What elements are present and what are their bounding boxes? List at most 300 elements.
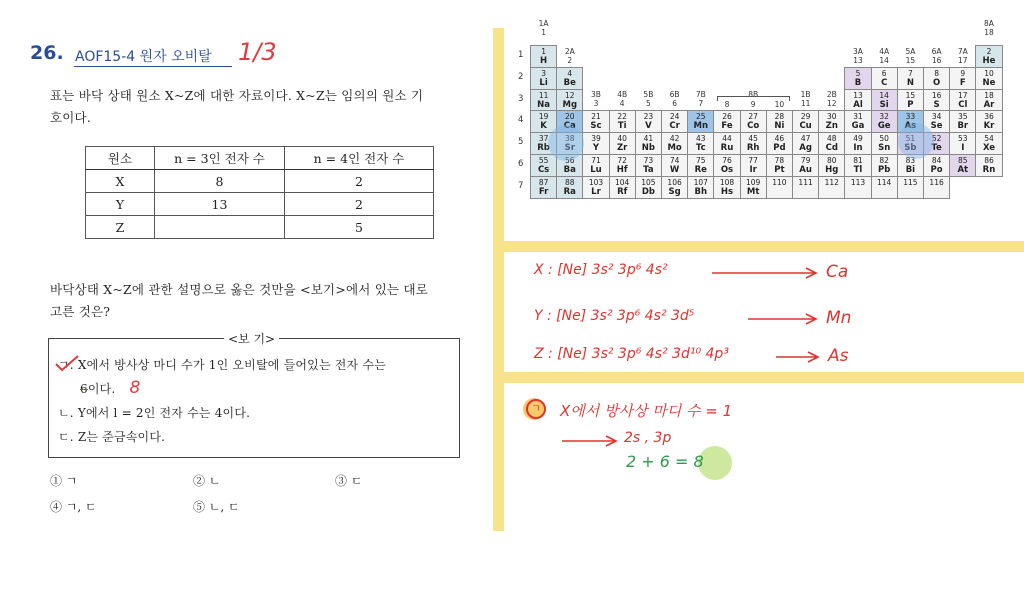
atomic-number: 111 bbox=[798, 177, 813, 187]
highlight-circle-ca bbox=[548, 125, 584, 161]
element-cell bbox=[818, 154, 845, 177]
table-cell: 8 bbox=[155, 170, 285, 193]
element-symbol: At bbox=[957, 165, 969, 175]
atomic-number: 33 bbox=[905, 112, 916, 122]
element-cell bbox=[871, 89, 898, 112]
atomic-number: 45 bbox=[748, 134, 758, 144]
period-label: 6 bbox=[518, 159, 524, 169]
element-symbol: Ba bbox=[563, 165, 576, 175]
statement: X에서 방사상 마디 수 = 1 bbox=[560, 402, 733, 420]
element-cell bbox=[530, 67, 557, 90]
atomic-number: 83 bbox=[905, 156, 916, 165]
group-label: 6A 16 bbox=[931, 46, 942, 65]
element-cell bbox=[818, 110, 845, 133]
element-symbol: Cr bbox=[669, 121, 680, 132]
atomic-number: 80 bbox=[827, 156, 837, 165]
period-label: 7 bbox=[518, 180, 524, 191]
table-cell: Y bbox=[86, 193, 155, 216]
atomic-number: 23 bbox=[643, 112, 654, 122]
element-symbol: Pt bbox=[774, 165, 785, 175]
element-symbol: Ca bbox=[563, 121, 576, 132]
element-cell bbox=[818, 132, 845, 155]
bogi-title: <보 기> bbox=[224, 330, 279, 347]
atomic-number: 8 bbox=[934, 68, 939, 78]
atomic-number: 9 bbox=[960, 68, 966, 78]
element-symbol: Ti bbox=[617, 121, 627, 132]
element-cell bbox=[949, 110, 976, 133]
element-symbol: Na bbox=[537, 99, 551, 110]
atomic-number: 76 bbox=[722, 156, 732, 165]
element-symbol: N bbox=[906, 77, 914, 88]
choice-5[interactable]: ⑤ ㄴ, ㄷ bbox=[193, 500, 240, 514]
element-symbol: Hs bbox=[720, 186, 734, 197]
element-cell bbox=[740, 176, 767, 199]
element-cell bbox=[975, 67, 1002, 90]
element-cell bbox=[635, 176, 662, 199]
group-8b-number: 8 bbox=[724, 100, 730, 110]
element-symbol: Ta bbox=[643, 165, 654, 175]
atomic-number: 38 bbox=[565, 134, 575, 144]
atomic-number: 81 bbox=[853, 156, 863, 165]
table-header: n = 3인 전자 수 bbox=[155, 147, 285, 170]
element-symbol: He bbox=[982, 56, 996, 66]
element-symbol: Si bbox=[879, 99, 889, 110]
element-symbol: Y bbox=[592, 143, 600, 154]
handwritten-answer: 8 bbox=[129, 378, 141, 398]
element-symbol: Lr bbox=[591, 186, 601, 197]
atomic-number: 112 bbox=[824, 177, 839, 187]
divider-middle bbox=[504, 372, 1024, 383]
element-cell bbox=[530, 45, 557, 68]
atomic-number: 7 bbox=[908, 68, 913, 78]
element-symbol: C bbox=[881, 77, 888, 88]
periodic-table bbox=[0, 0, 1024, 240]
element-symbol: Mt bbox=[746, 186, 760, 197]
atomic-number: 75 bbox=[696, 156, 706, 165]
element-cell bbox=[871, 154, 898, 177]
element-symbol: B bbox=[854, 77, 862, 88]
element-symbol: Rb bbox=[537, 143, 550, 154]
atomic-number: 43 bbox=[696, 134, 706, 144]
element-symbol: Hg bbox=[825, 165, 839, 175]
atomic-number: 13 bbox=[853, 90, 863, 100]
element-cell bbox=[766, 176, 793, 199]
element-symbol: Rn bbox=[982, 165, 996, 175]
atomic-number: 32 bbox=[879, 112, 889, 122]
group-label: 5A 15 bbox=[905, 46, 916, 65]
element-cell bbox=[530, 176, 557, 199]
element-symbol: Te bbox=[931, 143, 942, 154]
element-symbol: W bbox=[669, 165, 680, 175]
atomic-number: 36 bbox=[984, 112, 994, 122]
element-symbol: Ru bbox=[720, 143, 734, 154]
element-cell bbox=[740, 132, 767, 155]
element-symbol: Bh bbox=[694, 186, 708, 197]
atomic-number: 15 bbox=[905, 90, 916, 100]
atomic-number: 3 bbox=[541, 68, 546, 78]
atomic-number: 56 bbox=[565, 156, 575, 165]
element-cell bbox=[661, 176, 688, 199]
atomic-number: 41 bbox=[643, 134, 654, 144]
atomic-number: 52 bbox=[931, 134, 942, 144]
atomic-number: 50 bbox=[879, 134, 889, 144]
atomic-number: 48 bbox=[827, 134, 837, 144]
prompt-line-1: 바닥상태 X~Z에 관한 설명으로 옳은 것만을 <보기>에서 있는 대로 bbox=[50, 282, 428, 297]
element-symbol: Br bbox=[957, 121, 969, 132]
atomic-number: 73 bbox=[643, 156, 654, 165]
element-symbol: F bbox=[959, 77, 966, 88]
check-mark-icon bbox=[52, 352, 82, 374]
orbitals: 2s , 3p bbox=[624, 430, 672, 446]
element-cell bbox=[582, 110, 609, 133]
atomic-number: 44 bbox=[722, 134, 732, 144]
config-y: Y : [Ne] 3s² 3p⁶ 4s² 3d⁵ bbox=[534, 308, 695, 324]
group-label: 2A 2 bbox=[564, 46, 575, 65]
period-label: 2 bbox=[518, 71, 524, 82]
group-8b-number: 10 bbox=[774, 100, 785, 110]
element-symbol: Ga bbox=[851, 121, 865, 132]
element-symbol: Fr bbox=[538, 186, 549, 197]
atomic-number: 71 bbox=[591, 156, 601, 165]
element-cell bbox=[556, 89, 583, 112]
atomic-number: 26 bbox=[722, 112, 732, 122]
element-symbol: K bbox=[540, 121, 547, 132]
atomic-number: 87 bbox=[538, 177, 549, 187]
element-cell bbox=[871, 67, 898, 90]
element-cell bbox=[582, 132, 609, 155]
atomic-number: 29 bbox=[800, 112, 811, 122]
element-symbol: Ne bbox=[982, 77, 996, 88]
atomic-number: 107 bbox=[693, 177, 708, 187]
element-cell bbox=[582, 154, 609, 177]
element-symbol: Sb bbox=[904, 143, 917, 154]
element-cell bbox=[740, 110, 767, 133]
element-cell bbox=[713, 132, 740, 155]
group-label: 3B 3 bbox=[591, 90, 601, 109]
bogi-item-3: ㄷ. Z는 준금속이다. bbox=[58, 430, 166, 444]
element-cell bbox=[871, 176, 898, 199]
atomic-number: 35 bbox=[958, 112, 968, 122]
atomic-number: 37 bbox=[538, 134, 549, 144]
element-cell bbox=[713, 110, 740, 133]
group-label: 6B 6 bbox=[669, 90, 680, 109]
choice-3[interactable]: ③ ㄷ bbox=[335, 474, 363, 488]
group-label: 5B 5 bbox=[643, 90, 654, 109]
group-label: 2B 12 bbox=[826, 90, 837, 109]
atomic-number: 27 bbox=[748, 112, 758, 122]
atomic-number: 6 bbox=[881, 68, 887, 78]
atomic-number: 114 bbox=[877, 177, 892, 187]
atomic-number: 86 bbox=[984, 156, 994, 165]
element-cell bbox=[949, 89, 976, 112]
group-label: 8B bbox=[748, 90, 759, 100]
period-label: 1 bbox=[518, 50, 524, 60]
group-8b-number: 9 bbox=[750, 100, 756, 110]
config-x: X : [Ne] 3s² 3p⁶ 4s² bbox=[534, 262, 668, 278]
element-symbol: Co bbox=[747, 121, 760, 132]
atomic-number: 34 bbox=[931, 112, 942, 122]
atomic-number: 25 bbox=[696, 112, 706, 122]
element-symbol: Ni bbox=[774, 121, 785, 132]
element-symbol: Tc bbox=[695, 143, 706, 154]
atomic-number: 40 bbox=[617, 134, 627, 144]
table-cell: 2 bbox=[285, 193, 434, 216]
element-symbol: Fe bbox=[721, 121, 733, 132]
element-cell bbox=[923, 67, 950, 90]
choice-2[interactable]: ② ㄴ bbox=[193, 474, 221, 488]
element-cell bbox=[949, 132, 976, 155]
atomic-number: 51 bbox=[905, 134, 916, 144]
element-cell bbox=[949, 67, 976, 90]
element-symbol: Bi bbox=[905, 165, 916, 175]
element-cell bbox=[530, 154, 557, 177]
group-8b-bracket bbox=[717, 96, 790, 101]
element-cell bbox=[923, 154, 950, 177]
element-cell bbox=[923, 176, 950, 199]
arrow-icon bbox=[710, 266, 822, 280]
choice-4[interactable]: ④ ㄱ, ㄷ bbox=[50, 500, 97, 514]
table-cell: 13 bbox=[155, 193, 285, 216]
question-number: 26. bbox=[30, 42, 64, 64]
element-cell bbox=[975, 154, 1002, 177]
table-cell: 2 bbox=[285, 170, 434, 193]
element-cell bbox=[556, 176, 583, 199]
group-label: 7A 17 bbox=[957, 46, 968, 65]
circled-label: ㄱ bbox=[526, 399, 546, 419]
table-header: 원소 bbox=[86, 147, 155, 170]
atomic-number: 54 bbox=[984, 134, 994, 144]
question-code: AOF15-4 원자 오비탈 bbox=[75, 49, 212, 65]
group-label: 4B 4 bbox=[617, 90, 628, 109]
result-y: Mn bbox=[826, 308, 852, 328]
element-cell bbox=[871, 110, 898, 133]
result-x: Ca bbox=[826, 262, 849, 282]
atomic-number: 105 bbox=[641, 177, 656, 187]
config-z: Z : [Ne] 3s² 3p⁶ 4s² 3d¹⁰ 4p³ bbox=[534, 346, 729, 362]
atomic-number: 106 bbox=[667, 177, 682, 187]
element-symbol: Po bbox=[930, 165, 943, 175]
element-cell bbox=[609, 176, 636, 199]
element-symbol: Ra bbox=[563, 186, 576, 197]
atomic-number: 104 bbox=[615, 177, 630, 187]
element-cell bbox=[871, 132, 898, 155]
element-cell bbox=[635, 110, 662, 133]
element-cell bbox=[844, 176, 871, 199]
atomic-number: 53 bbox=[958, 134, 968, 144]
element-symbol: Re bbox=[694, 165, 707, 175]
group-label: 3A 13 bbox=[853, 46, 863, 65]
element-cell bbox=[713, 154, 740, 177]
element-symbol: Lu bbox=[590, 165, 602, 175]
group-label: 1A 1 bbox=[538, 19, 549, 37]
atomic-number: 18 bbox=[984, 90, 994, 100]
atomic-number: 110 bbox=[772, 177, 787, 187]
element-cell bbox=[635, 154, 662, 177]
element-symbol: Mo bbox=[667, 143, 682, 154]
element-cell bbox=[897, 89, 924, 112]
element-cell bbox=[530, 89, 557, 112]
bogi-item-1: ㄱ. X에서 방사상 마디 수가 1인 오비탈에 들어있는 전자 수는 bbox=[58, 358, 386, 372]
element-symbol: Se bbox=[930, 121, 943, 132]
element-cell bbox=[766, 110, 793, 133]
divider-top bbox=[504, 241, 1024, 252]
element-symbol: Cl bbox=[958, 99, 968, 110]
atomic-number: 116 bbox=[929, 177, 944, 187]
bogi-item-2: ㄴ. Y에서 l = 2인 전자 수는 4이다. bbox=[58, 406, 251, 420]
atomic-number: 4 bbox=[567, 68, 573, 78]
atomic-number: 108 bbox=[719, 177, 735, 187]
element-symbol: Ir bbox=[749, 165, 757, 175]
period-label: 5 bbox=[518, 137, 524, 148]
element-symbol: Al bbox=[853, 99, 863, 110]
element-cell bbox=[975, 89, 1002, 112]
arrow-icon bbox=[774, 350, 824, 364]
table-cell: Z bbox=[86, 216, 155, 239]
atomic-number: 39 bbox=[591, 134, 601, 144]
arrow-icon bbox=[560, 434, 622, 448]
element-symbol: Pd bbox=[773, 143, 786, 154]
element-symbol: Cu bbox=[799, 121, 812, 132]
element-symbol: Xe bbox=[982, 143, 996, 154]
element-symbol: Os bbox=[720, 165, 734, 175]
element-cell bbox=[635, 132, 662, 155]
atomic-number: 79 bbox=[800, 156, 811, 165]
element-symbol: In bbox=[853, 143, 863, 154]
element-cell bbox=[687, 176, 714, 199]
element-cell bbox=[661, 154, 688, 177]
atomic-number: 11 bbox=[538, 90, 549, 100]
element-cell bbox=[844, 67, 871, 90]
atomic-number: 22 bbox=[617, 112, 627, 122]
crossed-number: 6 bbox=[80, 382, 88, 396]
bogi-item-1-cont bbox=[80, 378, 141, 398]
atomic-number: 1 bbox=[541, 47, 546, 56]
atomic-number: 49 bbox=[853, 134, 863, 144]
stem-line-1: 표는 바닥 상태 원소 X~Z에 대한 자료이다. X~Z는 임의의 원소 기 bbox=[50, 88, 424, 103]
element-symbol: Rh bbox=[746, 143, 760, 154]
atomic-number: 2 bbox=[986, 47, 992, 56]
atomic-number: 21 bbox=[591, 112, 601, 122]
electron-sum: 2 + 6 = 8 bbox=[626, 452, 704, 471]
atomic-number: 24 bbox=[669, 112, 680, 122]
atomic-number: 30 bbox=[827, 112, 837, 122]
element-cell bbox=[844, 132, 871, 155]
element-cell bbox=[975, 132, 1002, 155]
period-label: 4 bbox=[518, 115, 524, 126]
element-cell bbox=[766, 154, 793, 177]
atomic-number: 88 bbox=[565, 177, 575, 187]
atomic-number: 28 bbox=[774, 112, 785, 122]
element-cell bbox=[792, 110, 819, 133]
result-z: As bbox=[828, 346, 849, 366]
element-cell bbox=[818, 176, 845, 199]
element-symbol: Db bbox=[641, 186, 655, 197]
element-cell bbox=[556, 67, 583, 90]
element-symbol: Be bbox=[563, 77, 576, 88]
element-symbol: V bbox=[645, 121, 652, 132]
element-symbol: As bbox=[904, 121, 917, 132]
element-symbol: Ge bbox=[877, 121, 891, 132]
group-label: 8A 18 bbox=[984, 19, 994, 37]
element-symbol: Zr bbox=[617, 143, 628, 154]
atomic-number: 74 bbox=[669, 156, 680, 165]
element-symbol: Cd bbox=[825, 143, 838, 154]
element-symbol: Sg bbox=[668, 186, 681, 197]
element-symbol: Ag bbox=[799, 143, 812, 154]
element-symbol: Sc bbox=[590, 121, 602, 132]
element-cell bbox=[713, 176, 740, 199]
atomic-number: 47 bbox=[800, 134, 811, 144]
element-symbol: O bbox=[932, 77, 941, 88]
element-cell bbox=[582, 176, 609, 199]
element-symbol: I bbox=[961, 143, 965, 154]
table-cell: 5 bbox=[285, 216, 434, 239]
atomic-number: 10 bbox=[984, 68, 994, 78]
element-symbol: H bbox=[540, 56, 548, 66]
element-symbol: Au bbox=[799, 165, 812, 175]
group-label: 4A 14 bbox=[879, 46, 890, 65]
element-symbol: Sr bbox=[564, 143, 575, 154]
element-cell bbox=[609, 110, 636, 133]
element-symbol: Li bbox=[539, 77, 548, 88]
stem-line-2: 호이다. bbox=[50, 110, 91, 125]
element-symbol: Mg bbox=[562, 99, 578, 110]
bogi-item-1-rest: 이다. bbox=[87, 382, 116, 396]
element-cell bbox=[687, 154, 714, 177]
choice-1[interactable]: ① ㄱ bbox=[50, 474, 78, 488]
element-cell bbox=[661, 110, 688, 133]
element-cell bbox=[792, 132, 819, 155]
element-symbol: Nb bbox=[641, 143, 655, 154]
element-cell bbox=[975, 45, 1002, 68]
atomic-number: 31 bbox=[853, 112, 863, 122]
element-symbol: Cs bbox=[537, 165, 550, 175]
element-symbol: Hf bbox=[616, 165, 628, 175]
atomic-number: 109 bbox=[746, 177, 761, 187]
period-label: 3 bbox=[518, 93, 524, 104]
element-cell bbox=[897, 67, 924, 90]
element-symbol: Zn bbox=[825, 121, 838, 132]
element-cell bbox=[844, 89, 871, 112]
atomic-number: 17 bbox=[958, 90, 968, 100]
element-cell bbox=[687, 110, 714, 133]
atomic-number: 84 bbox=[931, 156, 942, 165]
atomic-number: 16 bbox=[931, 90, 942, 100]
element-symbol: Pb bbox=[878, 165, 891, 175]
atomic-number: 72 bbox=[617, 156, 627, 165]
element-cell bbox=[792, 176, 819, 199]
element-cell bbox=[897, 176, 924, 199]
atomic-number: 78 bbox=[774, 156, 785, 165]
element-cell bbox=[923, 89, 950, 112]
element-cell bbox=[661, 132, 688, 155]
atomic-number: 55 bbox=[538, 156, 549, 165]
element-symbol: Kr bbox=[983, 121, 995, 132]
atomic-number: 5 bbox=[855, 68, 861, 78]
element-symbol: Rf bbox=[617, 186, 628, 197]
element-symbol: Tl bbox=[853, 165, 863, 175]
atomic-number: 115 bbox=[903, 177, 918, 187]
element-symbol: Mn bbox=[693, 121, 709, 132]
element-cell bbox=[687, 132, 714, 155]
atomic-number: 77 bbox=[748, 156, 758, 165]
handwritten-score: 1/3 bbox=[238, 38, 277, 66]
atomic-number: 20 bbox=[565, 112, 575, 122]
element-cell bbox=[740, 154, 767, 177]
atomic-number: 14 bbox=[879, 90, 889, 100]
element-cell bbox=[949, 154, 976, 177]
atomic-number: 12 bbox=[565, 90, 575, 100]
